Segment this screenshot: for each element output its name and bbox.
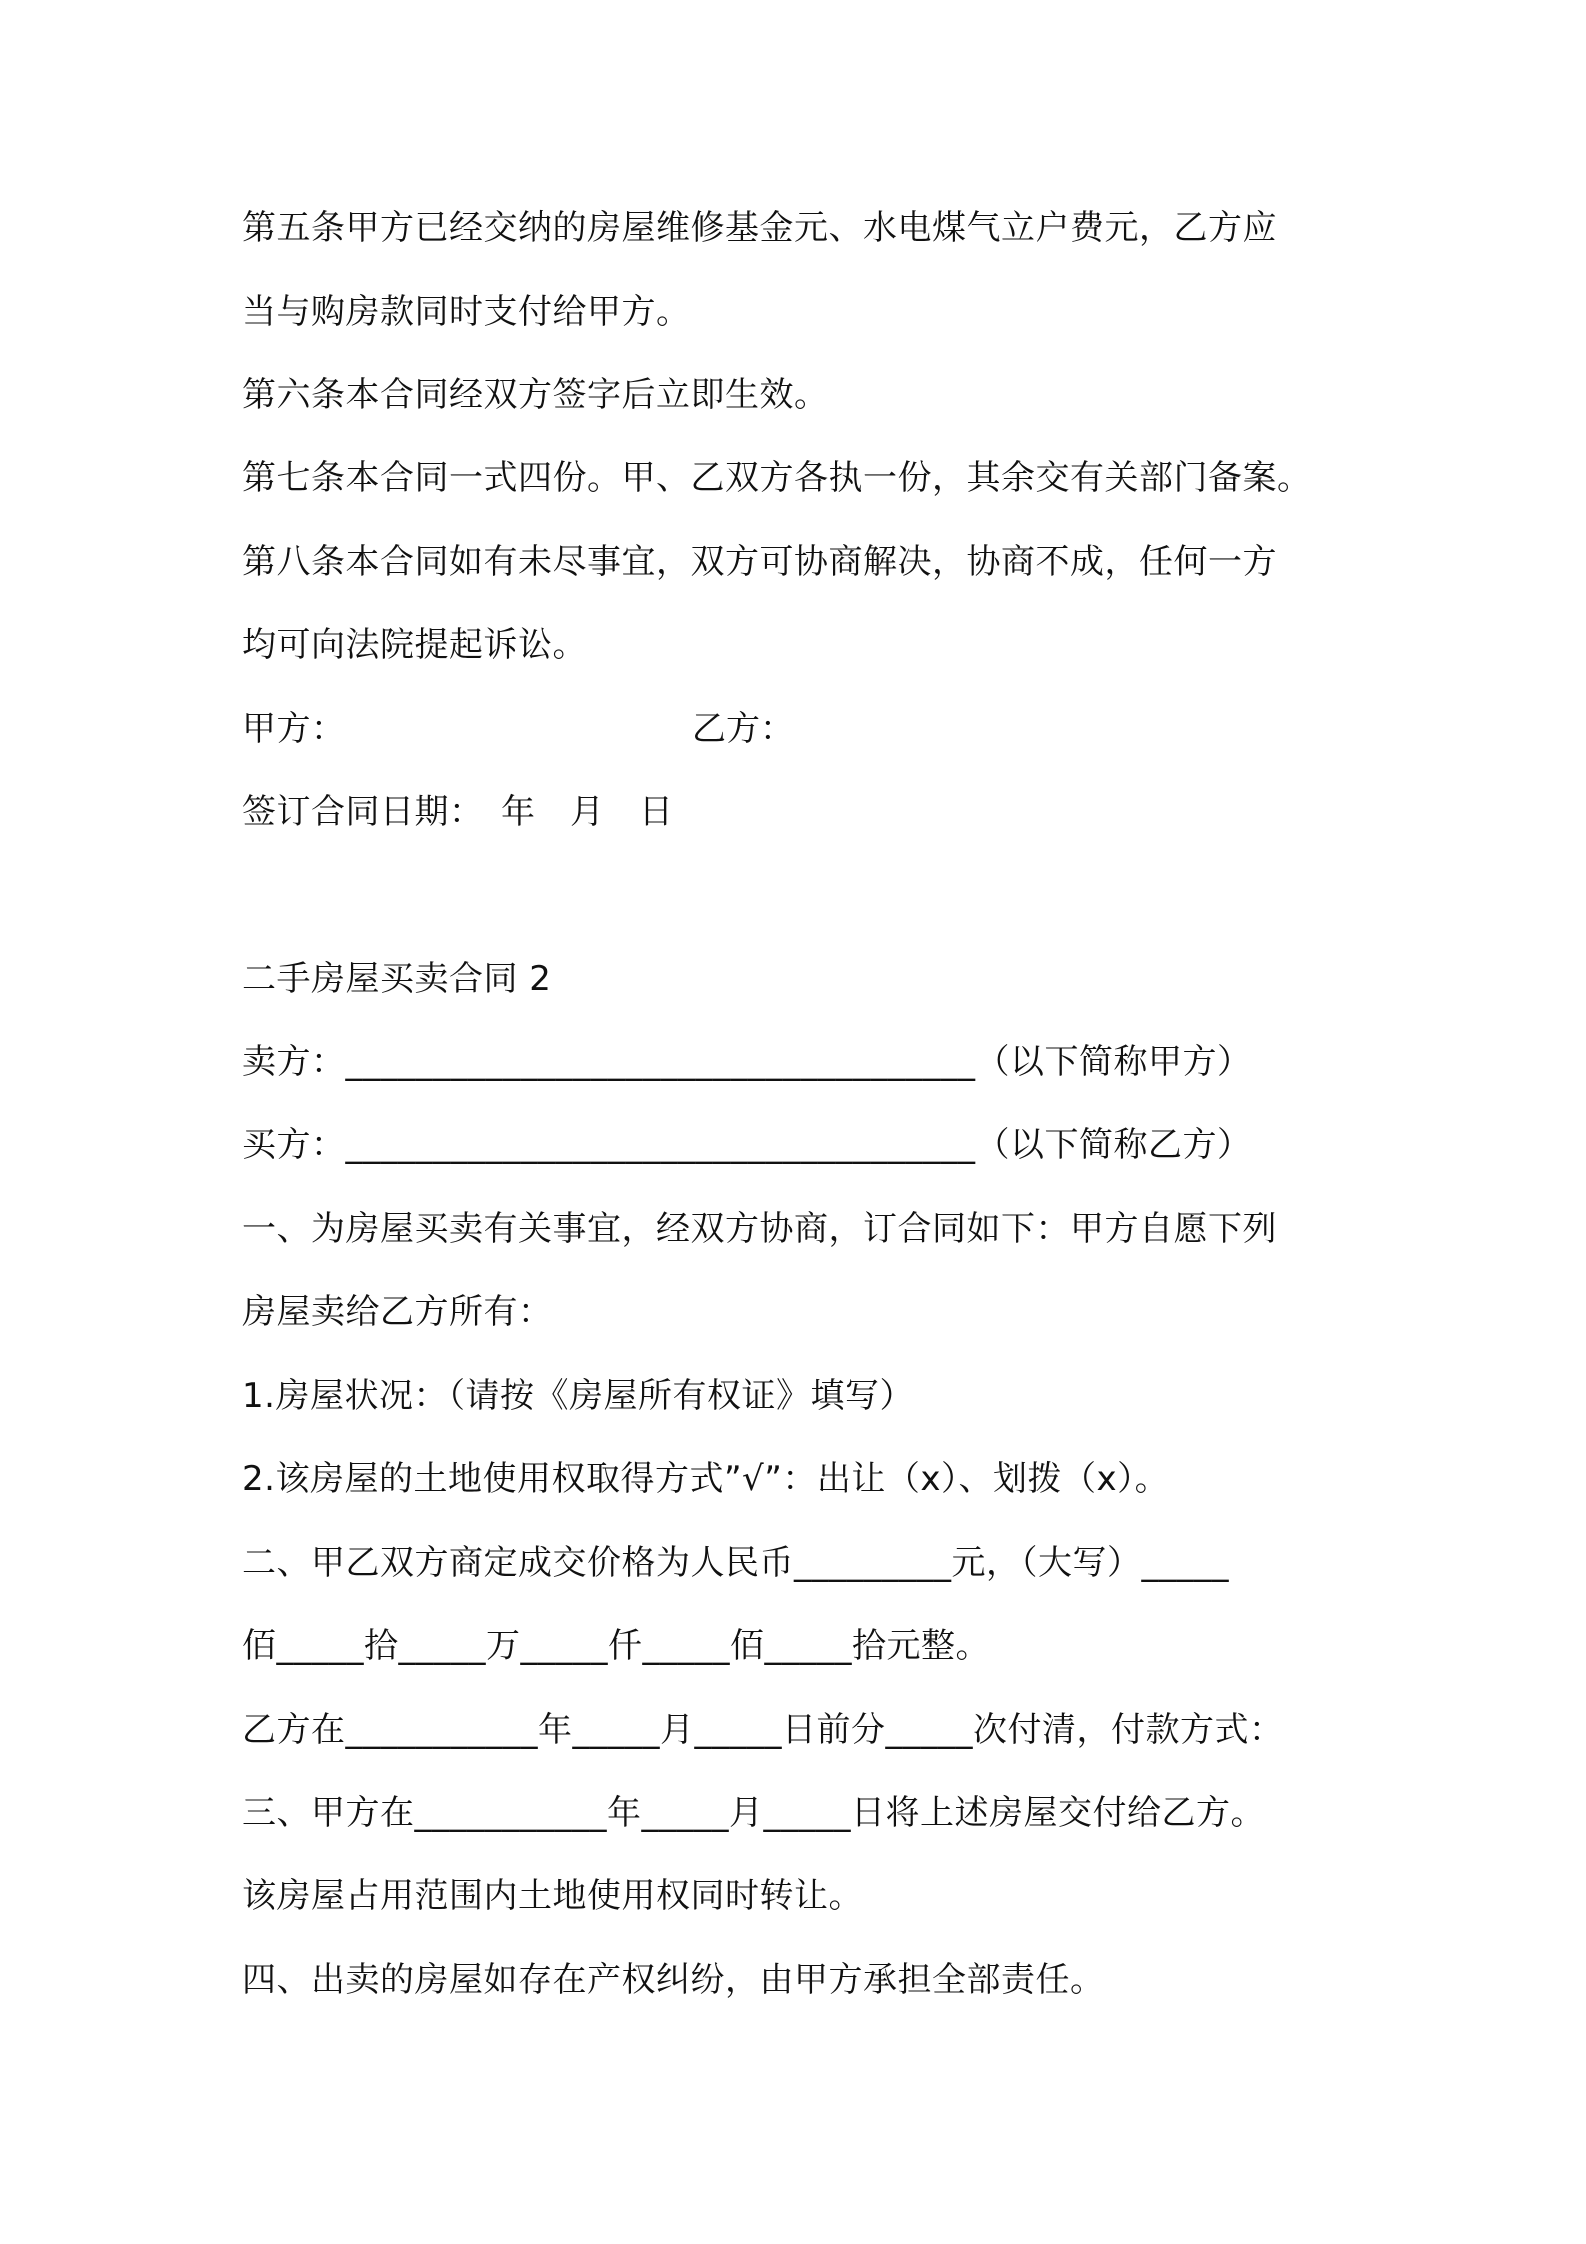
clause-1-line-1: 一、为房屋买卖有关事宜，经双方协商，订合同如下：甲方自愿下列 <box>242 1209 1277 1249</box>
item-1-house-status: 1.房屋状况：（请按《房屋所有权证》填写） <box>242 1376 914 1416</box>
article-8-line-1: 第八条本合同如有未尽事宜，双方可协商解决，协商不成，任何一方 <box>242 542 1277 582</box>
seller-line: 卖方：____________________________________（以下简称甲方） <box>242 1042 1252 1082</box>
item-2-land-use-right: 2.该房屋的土地使用权取得方式”√”：出让（x）、划拨（x）。 <box>242 1459 1170 1499</box>
article-6: 第六条本合同经双方签字后立即生效。 <box>242 375 829 415</box>
clause-3-line-2: 该房屋占用范围内土地使用权同时转让。 <box>242 1876 863 1916</box>
party-b-signature-label: 乙方： <box>692 709 794 749</box>
clause-1-line-2: 房屋卖给乙方所有： <box>242 1292 553 1332</box>
clause-3-line-1: 三、甲方在___________年_____月_____日将上述房屋交付给乙方。 <box>242 1793 1265 1833</box>
contract-2-title: 二手房屋买卖合同 2 <box>242 959 552 999</box>
party-a-signature-label: 甲方： <box>242 709 346 749</box>
clause-4: 四、出卖的房屋如存在产权纠纷，由甲方承担全部责任。 <box>242 1960 1105 2000</box>
article-5-line-1: 第五条甲方已经交纳的房屋维修基金元、水电煤气立户费元，乙方应 <box>242 208 1277 248</box>
article-8-line-2: 均可向法院提起诉讼。 <box>242 625 587 665</box>
article-5-line-2: 当与购房款同时支付给甲方。 <box>242 292 691 332</box>
signing-date-line: 签订合同日期： 年 月 日 <box>242 792 674 832</box>
article-7: 第七条本合同一式四份。甲、乙双方各执一份，其余交有关部门备案。 <box>242 458 1312 498</box>
clause-2-line-2: 佰_____拾_____万_____仟_____佰_____拾元整。 <box>242 1626 990 1666</box>
buyer-line: 买方：____________________________________（以下简称乙方） <box>242 1125 1252 1165</box>
clause-2-line-1: 二、甲乙双方商定成交价格为人民币_________元，（大写）_____ <box>242 1543 1229 1583</box>
payment-line: 乙方在___________年_____月_____日前分_____次付清，付款方式： <box>242 1710 1284 1750</box>
